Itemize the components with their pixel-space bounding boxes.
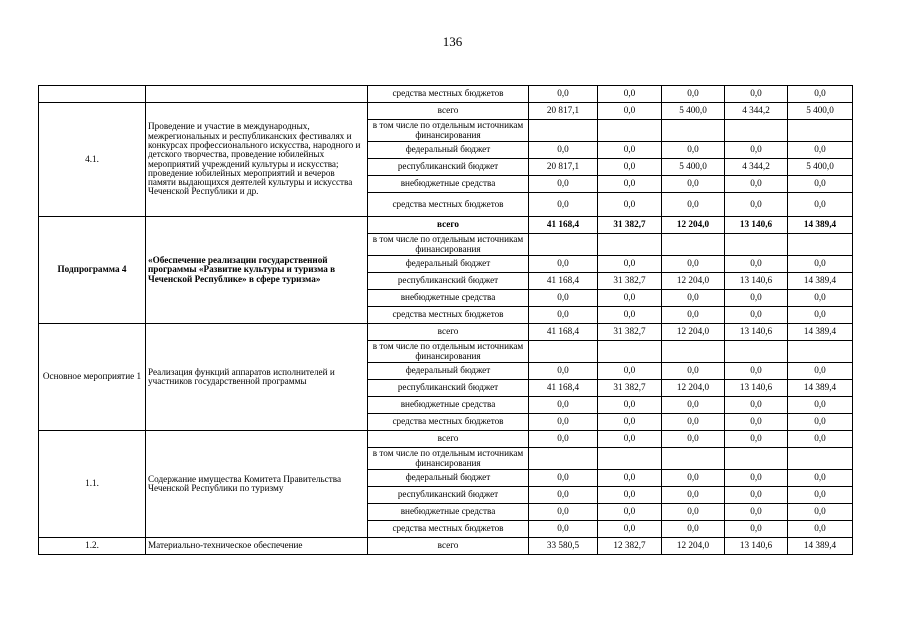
amount-cell: 0,0: [788, 86, 853, 103]
amount-cell: 0,0: [529, 487, 598, 504]
table-row: [39, 324, 853, 341]
amount-cell: 0,0: [662, 431, 725, 448]
amount-cell: 0,0: [662, 470, 725, 487]
amount-cell: [529, 341, 598, 363]
table-row: [39, 217, 853, 234]
amount-cell: 0,0: [725, 470, 788, 487]
amount-cell: 0,0: [598, 256, 662, 273]
amount-cell: 0,0: [529, 363, 598, 380]
amount-cell: 5 400,0: [788, 159, 853, 176]
funding-source-cell: республиканский бюджет: [368, 273, 529, 290]
amount-cell: [788, 448, 853, 470]
amount-cell: 0,0: [725, 504, 788, 521]
amount-cell: [788, 120, 853, 142]
amount-cell: [598, 234, 662, 256]
item-name-cell: Материально-техническое обеспечение: [146, 538, 368, 555]
budget-table-body: [39, 86, 853, 555]
amount-cell: 0,0: [662, 414, 725, 431]
amount-cell: 0,0: [598, 307, 662, 324]
amount-cell: 0,0: [788, 487, 853, 504]
amount-cell: 0,0: [598, 290, 662, 307]
funding-source-cell: федеральный бюджет: [368, 142, 529, 159]
amount-cell: 0,0: [598, 86, 662, 103]
table-row: [39, 538, 853, 555]
amount-cell: 0,0: [662, 176, 725, 193]
amount-cell: 0,0: [788, 363, 853, 380]
amount-cell: [662, 120, 725, 142]
funding-source-cell: всего: [368, 431, 529, 448]
funding-source-cell: всего: [368, 538, 529, 555]
funding-source-cell: республиканский бюджет: [368, 159, 529, 176]
amount-cell: 0,0: [598, 521, 662, 538]
amount-cell: 5 400,0: [788, 103, 853, 120]
funding-source-cell: республиканский бюджет: [368, 380, 529, 397]
amount-cell: 0,0: [529, 504, 598, 521]
amount-cell: 0,0: [598, 431, 662, 448]
amount-cell: 12 204,0: [662, 380, 725, 397]
funding-source-cell: всего: [368, 103, 529, 120]
item-name-cell: Проведение и участие в международных, межрегиональных и республиканских фестивалях и конкурсах профессионального искусства, народного и детского творчества, проведение юбилейных мероприятий учреждений культуры и искусства; проведение юбилейных мероприятий и вечеров памяти выдающихся деятелей культуры и искусства Чеченской Республики и др.: [146, 103, 368, 217]
amount-cell: 0,0: [529, 470, 598, 487]
amount-cell: 0,0: [598, 103, 662, 120]
amount-cell: 0,0: [598, 414, 662, 431]
amount-cell: 0,0: [788, 470, 853, 487]
amount-cell: 0,0: [529, 431, 598, 448]
amount-cell: 0,0: [662, 193, 725, 217]
amount-cell: 31 382,7: [598, 380, 662, 397]
amount-cell: 0,0: [662, 142, 725, 159]
amount-cell: 0,0: [529, 86, 598, 103]
amount-cell: 0,0: [662, 290, 725, 307]
amount-cell: 0,0: [725, 307, 788, 324]
amount-cell: 0,0: [598, 397, 662, 414]
amount-cell: 31 382,7: [598, 324, 662, 341]
amount-cell: 0,0: [662, 86, 725, 103]
amount-cell: 0,0: [662, 363, 725, 380]
amount-cell: 5 400,0: [662, 159, 725, 176]
amount-cell: [529, 448, 598, 470]
amount-cell: [725, 234, 788, 256]
empty-name-cell: [146, 86, 368, 103]
amount-cell: 0,0: [598, 487, 662, 504]
amount-cell: 0,0: [598, 176, 662, 193]
funding-source-cell: всего: [368, 324, 529, 341]
amount-cell: 14 389,4: [788, 324, 853, 341]
funding-source-cell: внебюджетные средства: [368, 397, 529, 414]
amount-cell: 0,0: [529, 176, 598, 193]
amount-cell: 0,0: [788, 431, 853, 448]
table-row: [39, 86, 853, 103]
amount-cell: 0,0: [598, 142, 662, 159]
amount-cell: 0,0: [598, 470, 662, 487]
amount-cell: 0,0: [725, 256, 788, 273]
amount-cell: 0,0: [725, 521, 788, 538]
amount-cell: 0,0: [529, 307, 598, 324]
amount-cell: 0,0: [598, 193, 662, 217]
amount-cell: 0,0: [788, 414, 853, 431]
amount-cell: 14 389,4: [788, 380, 853, 397]
budget-table: [38, 85, 853, 555]
amount-cell: 0,0: [725, 431, 788, 448]
amount-cell: [725, 120, 788, 142]
amount-cell: 14 389,4: [788, 217, 853, 234]
amount-cell: 12 204,0: [662, 538, 725, 555]
table-row: [39, 431, 853, 448]
item-name-cell: «Обеспечение реализации государственной программы «Развитие культуры и туризма в Чеченской Республике» в сфере туризма»: [146, 217, 368, 324]
amount-cell: 4 344,2: [725, 159, 788, 176]
funding-source-cell: средства местных бюджетов: [368, 414, 529, 431]
amount-cell: 12 204,0: [662, 273, 725, 290]
amount-cell: 13 140,6: [725, 217, 788, 234]
amount-cell: 20 817,1: [529, 103, 598, 120]
amount-cell: 0,0: [529, 290, 598, 307]
amount-cell: [529, 234, 598, 256]
amount-cell: 0,0: [725, 290, 788, 307]
amount-cell: 31 382,7: [598, 217, 662, 234]
amount-cell: 5 400,0: [662, 103, 725, 120]
funding-source-cell: республиканский бюджет: [368, 487, 529, 504]
amount-cell: 0,0: [662, 397, 725, 414]
amount-cell: 0,0: [662, 256, 725, 273]
page-number: 136: [442, 34, 463, 49]
amount-cell: 0,0: [598, 504, 662, 521]
funding-source-cell: внебюджетные средства: [368, 504, 529, 521]
amount-cell: 0,0: [662, 487, 725, 504]
funding-source-cell: в том числе по отдельным источникам финансирования: [368, 341, 529, 363]
funding-source-cell: федеральный бюджет: [368, 363, 529, 380]
amount-cell: 0,0: [529, 256, 598, 273]
item-code-cell: Подпрограмма 4: [39, 217, 146, 324]
amount-cell: 0,0: [725, 176, 788, 193]
amount-cell: [788, 234, 853, 256]
amount-cell: [598, 120, 662, 142]
amount-cell: 0,0: [725, 193, 788, 217]
amount-cell: 13 140,6: [725, 538, 788, 555]
amount-cell: 33 580,5: [529, 538, 598, 555]
item-code-cell: 4.1.: [39, 103, 146, 217]
amount-cell: [788, 341, 853, 363]
amount-cell: 13 140,6: [725, 273, 788, 290]
amount-cell: 0,0: [529, 521, 598, 538]
amount-cell: [529, 120, 598, 142]
funding-source-cell: федеральный бюджет: [368, 256, 529, 273]
amount-cell: 0,0: [788, 290, 853, 307]
amount-cell: 0,0: [529, 193, 598, 217]
amount-cell: 0,0: [788, 142, 853, 159]
amount-cell: 12 204,0: [662, 217, 725, 234]
amount-cell: 0,0: [788, 504, 853, 521]
amount-cell: 20 817,1: [529, 159, 598, 176]
amount-cell: 0,0: [662, 307, 725, 324]
amount-cell: 14 389,4: [788, 538, 853, 555]
funding-source-cell: средства местных бюджетов: [368, 307, 529, 324]
amount-cell: 0,0: [788, 307, 853, 324]
amount-cell: 0,0: [788, 397, 853, 414]
amount-cell: 0,0: [662, 504, 725, 521]
amount-cell: 13 140,6: [725, 324, 788, 341]
funding-source-cell: средства местных бюджетов: [368, 521, 529, 538]
funding-source-cell: всего: [368, 217, 529, 234]
amount-cell: 41 168,4: [529, 380, 598, 397]
amount-cell: [725, 448, 788, 470]
amount-cell: 0,0: [788, 256, 853, 273]
amount-cell: 0,0: [529, 397, 598, 414]
funding-source-cell: средства местных бюджетов: [368, 193, 529, 217]
amount-cell: 12 382,7: [598, 538, 662, 555]
amount-cell: 0,0: [725, 397, 788, 414]
amount-cell: 31 382,7: [598, 273, 662, 290]
funding-source-cell: в том числе по отдельным источникам финансирования: [368, 234, 529, 256]
amount-cell: 4 344,2: [725, 103, 788, 120]
amount-cell: 41 168,4: [529, 273, 598, 290]
amount-cell: 0,0: [725, 86, 788, 103]
funding-source-cell: средства местных бюджетов: [368, 86, 529, 103]
funding-source-cell: федеральный бюджет: [368, 470, 529, 487]
amount-cell: [598, 448, 662, 470]
amount-cell: 0,0: [725, 363, 788, 380]
amount-cell: [662, 448, 725, 470]
amount-cell: [662, 341, 725, 363]
amount-cell: [662, 234, 725, 256]
item-code-cell: 1.1.: [39, 431, 146, 538]
amount-cell: 41 168,4: [529, 217, 598, 234]
amount-cell: 13 140,6: [725, 380, 788, 397]
amount-cell: 0,0: [725, 414, 788, 431]
table-row: [39, 103, 853, 120]
amount-cell: 0,0: [788, 521, 853, 538]
amount-cell: 0,0: [529, 142, 598, 159]
amount-cell: 0,0: [788, 176, 853, 193]
amount-cell: 14 389,4: [788, 273, 853, 290]
funding-source-cell: в том числе по отдельным источникам финансирования: [368, 448, 529, 470]
amount-cell: [725, 341, 788, 363]
amount-cell: 41 168,4: [529, 324, 598, 341]
funding-source-cell: внебюджетные средства: [368, 290, 529, 307]
amount-cell: 0,0: [725, 142, 788, 159]
amount-cell: 0,0: [662, 521, 725, 538]
item-name-cell: Содержание имущества Комитета Правительства Чеченской Республики по туризму: [146, 431, 368, 538]
amount-cell: 0,0: [598, 363, 662, 380]
funding-source-cell: в том числе по отдельным источникам финансирования: [368, 120, 529, 142]
amount-cell: 0,0: [788, 193, 853, 217]
amount-cell: 12 204,0: [662, 324, 725, 341]
amount-cell: 0,0: [725, 487, 788, 504]
amount-cell: 0,0: [529, 414, 598, 431]
amount-cell: 0,0: [598, 159, 662, 176]
amount-cell: [598, 341, 662, 363]
item-name-cell: Реализация функций аппаратов исполнителей и участников государственной программы: [146, 324, 368, 431]
empty-code-cell: [39, 86, 146, 103]
item-code-cell: Основное мероприятие 1: [39, 324, 146, 431]
funding-source-cell: внебюджетные средства: [368, 176, 529, 193]
item-code-cell: 1.2.: [39, 538, 146, 555]
